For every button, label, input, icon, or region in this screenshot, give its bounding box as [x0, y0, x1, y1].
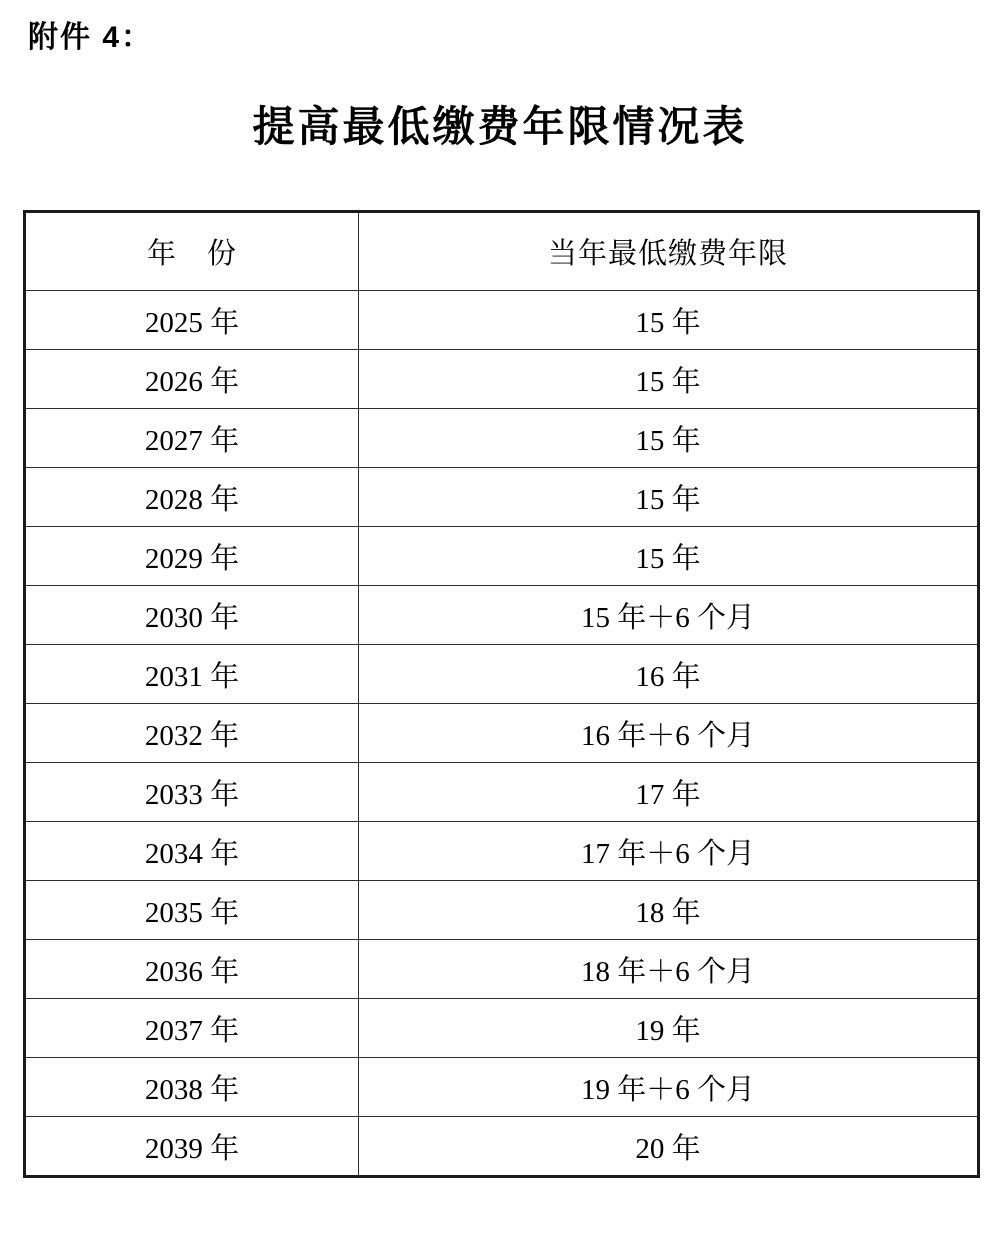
value-cell: 17 年 [359, 763, 979, 822]
value-cell: 19 年 [359, 999, 979, 1058]
value-cell: 17 年＋6 个月 [359, 822, 979, 881]
year-cell: 2032 年 [25, 704, 359, 763]
table-header-row [25, 212, 979, 291]
year-cell: 2036 年 [25, 940, 359, 999]
table-row [25, 704, 979, 763]
year-cell: 2026 年 [25, 350, 359, 409]
year-cell: 2030 年 [25, 586, 359, 645]
year-cell: 2025 年 [25, 291, 359, 350]
table-row [25, 645, 979, 704]
value-cell: 15 年＋6 个月 [359, 586, 979, 645]
minimum-contribution-years-table [23, 210, 980, 1178]
table-row [25, 586, 979, 645]
value-cell: 15 年 [359, 409, 979, 468]
value-cell: 16 年＋6 个月 [359, 704, 979, 763]
value-cell: 18 年＋6 个月 [359, 940, 979, 999]
year-cell: 2034 年 [25, 822, 359, 881]
year-cell: 2029 年 [25, 527, 359, 586]
value-cell: 15 年 [359, 291, 979, 350]
year-cell: 2038 年 [25, 1058, 359, 1117]
value-cell: 15 年 [359, 468, 979, 527]
table-row [25, 527, 979, 586]
value-cell: 20 年 [359, 1117, 979, 1177]
year-column-header: 年 份 [25, 212, 359, 291]
attachment-label: 附件 4： [28, 21, 154, 54]
table-row [25, 1117, 979, 1177]
value-cell: 19 年＋6 个月 [359, 1058, 979, 1117]
table-row [25, 763, 979, 822]
table-row [25, 881, 979, 940]
value-cell: 15 年 [359, 350, 979, 409]
year-cell: 2037 年 [25, 999, 359, 1058]
value-cell: 16 年 [359, 645, 979, 704]
table-row [25, 1058, 979, 1117]
year-cell: 2028 年 [25, 468, 359, 527]
value-cell: 18 年 [359, 881, 979, 940]
value-column-header: 当年最低缴费年限 [359, 212, 979, 291]
table-row [25, 999, 979, 1058]
table-row [25, 468, 979, 527]
page-title: 提高最低缴费年限情况表 [252, 105, 748, 151]
year-cell: 2035 年 [25, 881, 359, 940]
table-row [25, 291, 979, 350]
value-cell: 15 年 [359, 527, 979, 586]
table-row [25, 409, 979, 468]
table-row [25, 822, 979, 881]
year-cell: 2033 年 [25, 763, 359, 822]
table-row [25, 940, 979, 999]
year-cell: 2031 年 [25, 645, 359, 704]
year-cell: 2027 年 [25, 409, 359, 468]
table-row [25, 350, 979, 409]
year-cell: 2039 年 [25, 1117, 359, 1177]
